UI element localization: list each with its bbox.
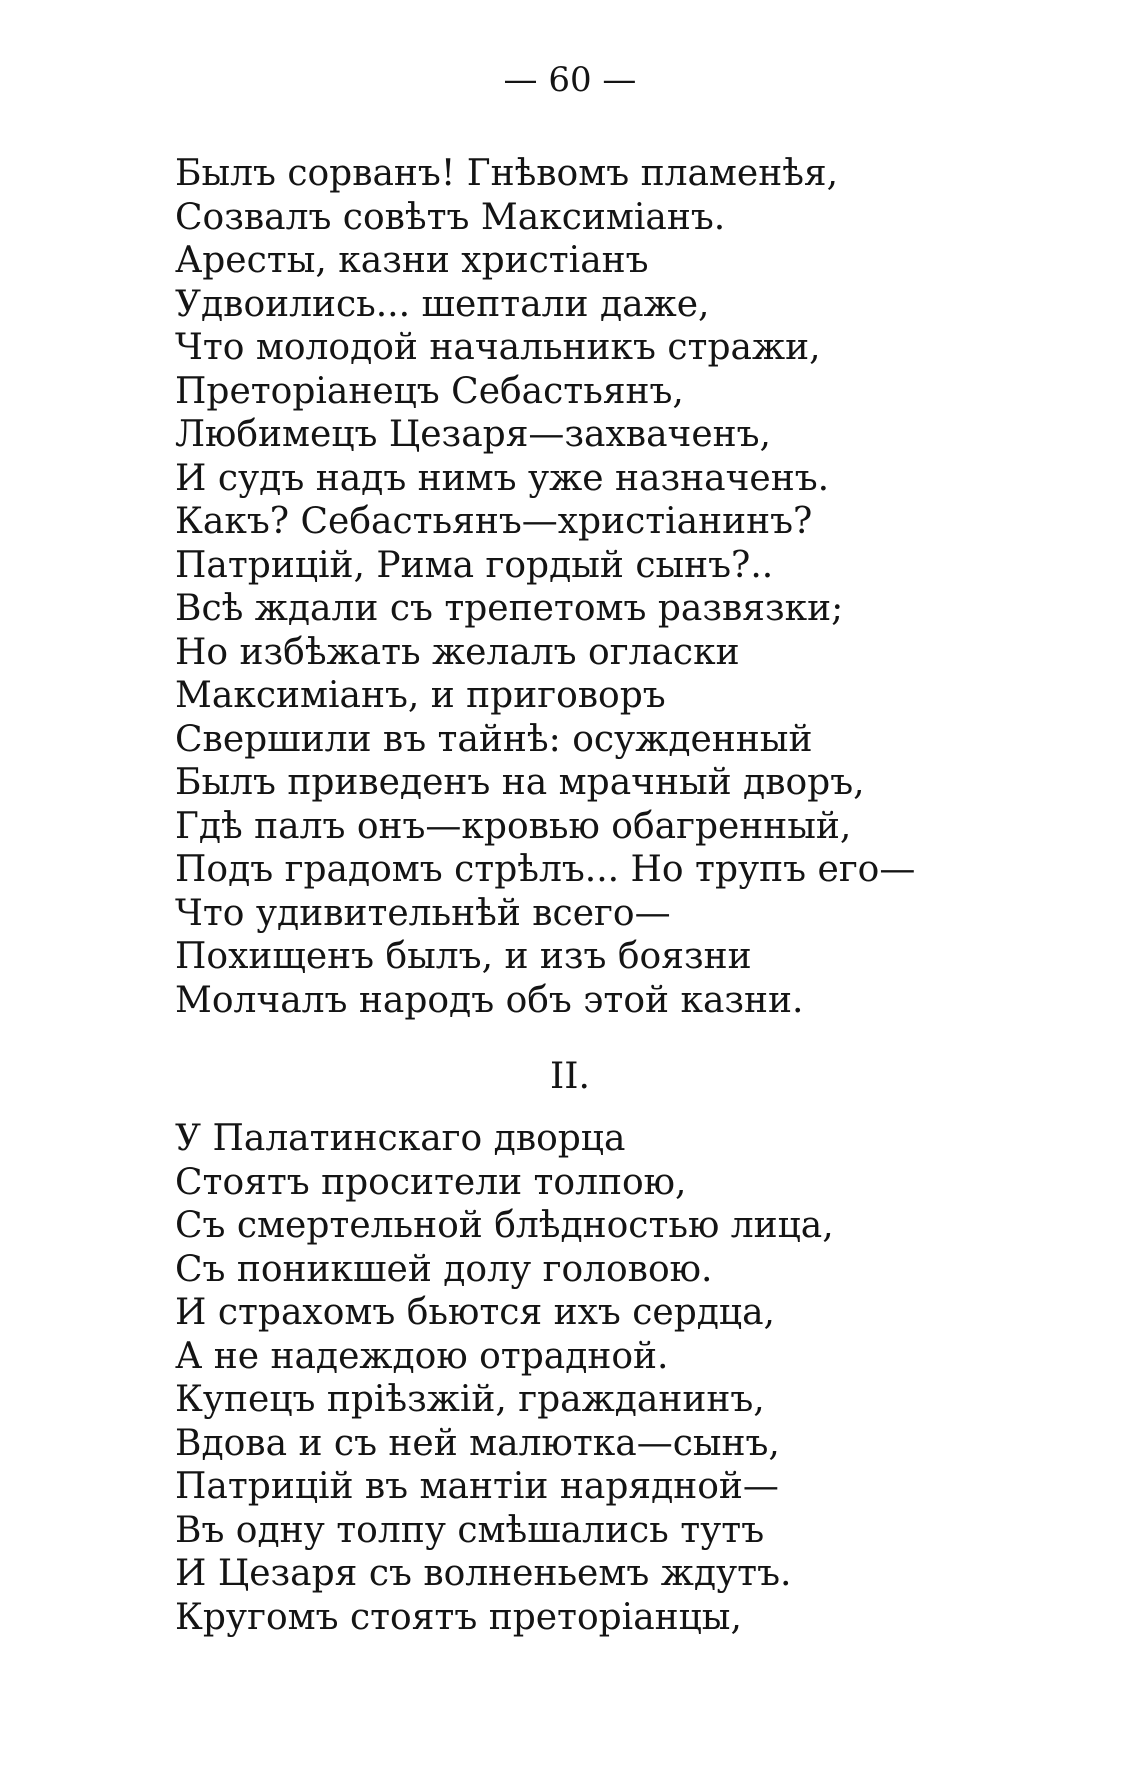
poem-line: Но избѣжать желалъ огласки (175, 631, 740, 673)
poem-line: Стоятъ просители толпою, (175, 1161, 687, 1203)
poem-line: Молчалъ народъ объ этой казни. (175, 979, 804, 1021)
poem-line: Въ одну толпу смѣшались тутъ (175, 1509, 765, 1551)
poem-line: Былъ приведенъ на мрачный дворъ, (175, 762, 865, 803)
section-heading: II. (550, 1056, 590, 1097)
poem-line: Какъ? Себастьянъ—христіанинъ? (175, 501, 813, 542)
poem-line: Любимецъ Цезаря—захваченъ, (175, 414, 771, 455)
poem-line: А не надеждою отрадной. (175, 1335, 669, 1377)
poem-line: И судъ надъ нимъ уже назначенъ. (175, 457, 830, 499)
poem-line: У Палатинскаго дворца (175, 1118, 626, 1159)
poem-line: И Цезаря съ волненьемъ ждутъ. (175, 1553, 792, 1594)
poem-line: Патрицій, Рима гордый сынъ?.. (175, 544, 774, 586)
poem-line: Преторіанецъ Себастьянъ, (175, 370, 684, 412)
poem-line: Съ смертельной блѣдностью лица, (175, 1205, 834, 1246)
poem-line: Максиміанъ, и приговоръ (175, 675, 666, 716)
poem-line: Съ поникшей долу головою. (175, 1248, 713, 1290)
poem-line: Созвалъ совѣтъ Максиміанъ. (175, 196, 726, 238)
poem-line: И страхомъ бьются ихъ сердца, (175, 1292, 775, 1333)
poem-line: Кругомъ стоятъ преторіанцы, (175, 1596, 742, 1638)
poem-line: Всѣ ждали съ трепетомъ развязки; (175, 588, 844, 629)
poem-line: Былъ сорванъ! Гнѣвомъ пламенѣя, (175, 153, 839, 194)
poem-line: Аресты, казни христіанъ (175, 240, 649, 281)
poem-line: Вдова и съ ней малютка—сынъ, (175, 1422, 780, 1464)
poem-section-2 (175, 1117, 1075, 1639)
poem-line: Купецъ пріѣзжій, гражданинъ, (175, 1379, 765, 1420)
page-number: — 60 — (503, 60, 637, 100)
poem-section-1 (175, 152, 1075, 1022)
poem-line: Патрицій въ мантіи нарядной— (175, 1466, 779, 1507)
poem-line: Удвоились... шептали даже, (175, 283, 710, 325)
poem-line: Что молодой начальникъ стражи, (175, 327, 821, 368)
poem-line: Что удивительнѣй всего— (175, 892, 671, 934)
poem-line: Гдѣ палъ онъ—кровью обагренный, (175, 805, 852, 847)
poem-line: Свершили въ тайнѣ: осужденный (175, 718, 813, 760)
poem-line: Подъ градомъ стрѣлъ... Но трупъ его— (175, 849, 916, 890)
poem-line: Похищенъ былъ, и изъ боязни (175, 936, 752, 977)
